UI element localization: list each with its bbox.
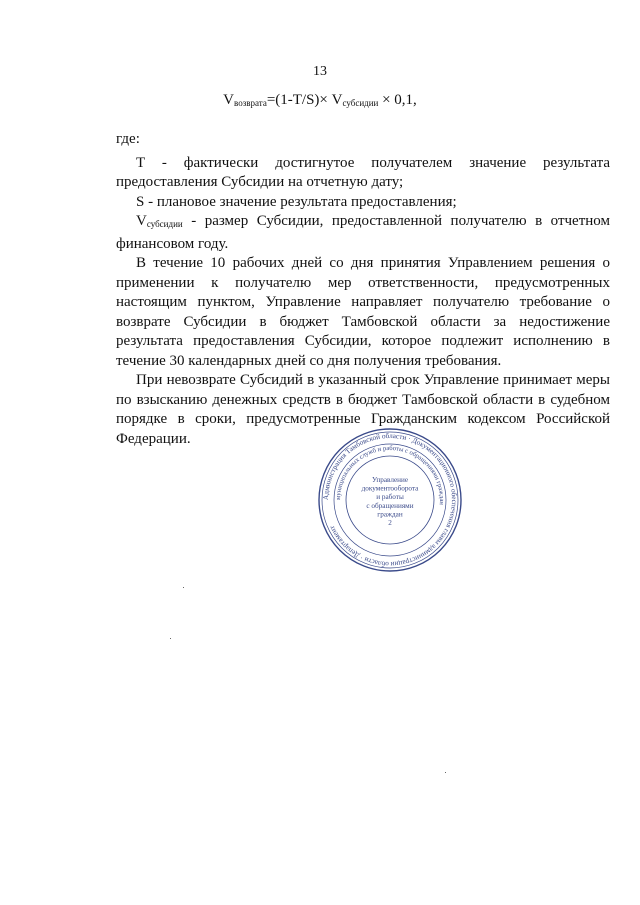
formula-sub-subsidy: субсидии: [342, 98, 379, 108]
formula-mid: =(1-T/S)× V: [266, 92, 343, 108]
stamp-center-line: и работы: [376, 493, 404, 502]
document-body: [116, 130, 610, 449]
t-definition: T - фактически достигнутое получателем значение результата предоставления Субсидии на отчетную дату;: [116, 154, 610, 190]
paragraph-enforcement: При невозврате Субсидий в указанный срок Управление принимает меры по взысканию денежных средств в бюджет Тамбовской области в судебном порядке в сроки, предусмотренные Гражданским кодексом Российской Федерации.: [116, 372, 610, 447]
s-definition: S - плановое значение результата предоставления;: [136, 193, 457, 210]
official-stamp: [316, 426, 464, 574]
stamp-center-text: [362, 476, 420, 527]
stamp-outer-text: Администрация Тамбовской области · Документационного обеспечения главы администрации области · Департамент: [321, 431, 459, 569]
stamp-center-line: с обращениями: [366, 501, 414, 510]
v-letter: V: [136, 213, 147, 229]
formula-v1: V: [223, 92, 235, 108]
formula: [0, 92, 640, 109]
stamp-center-line: граждан: [377, 510, 403, 519]
stamp-svg: [316, 426, 464, 574]
formula-tail: × 0,1,: [382, 92, 417, 108]
v-definition: [116, 212, 610, 254]
stamp-center-line: Управление: [371, 476, 409, 484]
page-number: 13: [313, 64, 327, 79]
stamp-center-line: документооборота: [361, 484, 419, 493]
v-subscript: субсидии: [146, 219, 183, 229]
scan-speck: [170, 638, 171, 639]
paragraph-requirement: В течение 10 рабочих дней со дня принятия Управлением решения о применении к получателю мер ответственности, предусмотренных настоящим пунктом, Управление направляет получателю требование о возврате Субсидии в бюджет Тамбовской области за недостижение результата предоставления Субсидии, которое подлежит исполнению в течение 30 календарных дней со дня получения требования.: [116, 255, 610, 369]
formula-sub-return: возврата: [234, 98, 267, 108]
v-definition-text: - размер Субсидии, предоставленной получателю в отчетном финансовом году.: [116, 213, 610, 252]
stamp-center-line: 2: [388, 519, 392, 527]
where-label: где:: [116, 131, 140, 147]
scan-speck: [445, 772, 446, 773]
stamp-inner-text: муниципальных служб и работы с обращениями граждан: [334, 444, 446, 506]
scan-speck: [183, 587, 184, 588]
